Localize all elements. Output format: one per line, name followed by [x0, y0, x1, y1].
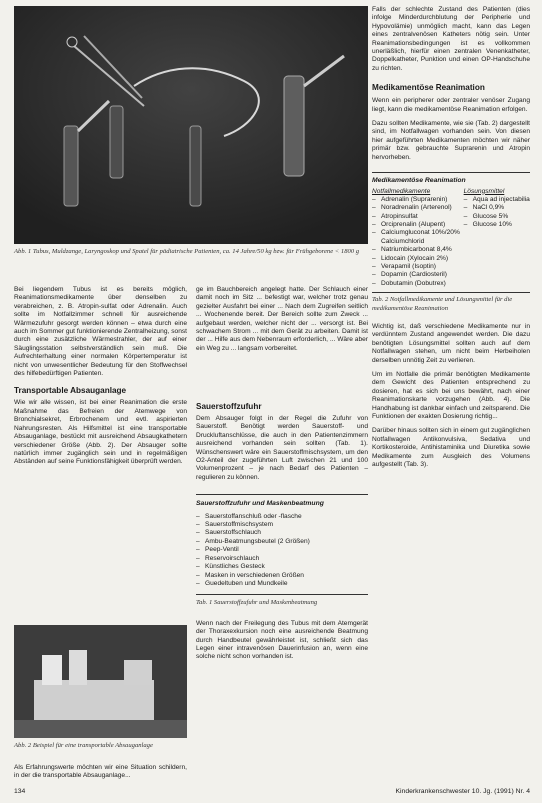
table-1-bottom-rule [196, 594, 368, 595]
list-item: – Glucose 10% [464, 221, 530, 229]
column-2 [196, 286, 368, 662]
list-item: – Peep-Ventil [196, 546, 368, 554]
list-item: – Dopamin (Cardiosteril) [372, 271, 464, 279]
col3-paragraph-3: Dazu sollten Medikamente, wie sie (Tab. 2) dargestellt sind, im Notfallwagen vorhanden sein. Von diesen hier aufgeführten Medikamenten möchten wir näher primär bzw. gebrauchte Suprarenin und Atropin hervorheben. [372, 120, 530, 161]
list-item: – NaCl 0,9% [464, 204, 530, 212]
table-2-medications [372, 196, 464, 288]
table-1-rule [196, 494, 368, 495]
col3-paragraph-4: Wichtig ist, daß verschiedene Medikamente nur in verdünntem Zustand angewendet werden. Die dazu benötigten Lösungsmittel sollten auch auf dem Notfallwagen stehen, um nicht beim Herbeiholen derselben unnötig Zeit zu verlieren. [372, 322, 530, 364]
col3-paragraph-6: Darüber hinaus sollten sich in einem gut zugänglichen Notfallwagen Antikonvulsiva, Sedativa und Kortikosteroide, Antihistaminika und Diuretika sowie Medikamente zum Ausgleich des Volumens aufgestellt (Tab. 3). [372, 427, 530, 469]
table-1-caption: Tab. 1 Sauerstoffzufuhr und Maskenbeatmung [196, 599, 318, 607]
col1-paragraph-2: Wie wir alle wissen, ist bei einer Reanimation die erste Maßnahme das Befreien der Atemwege von Bronchialsekret, Erbrochenem und evtl. aspirierten Nahrungsresten. Als Hilfsmittel ist eine transportable Absauganlage, bestückt mit ausreichend Absaugkathetern verschiedener Größe (Abb. 2). Der Absauger sollte natürlich immer zugänglich sein und in regelmäßigen Abständen auf seine Funktionsfähigkeit überprüft werden. [14, 399, 187, 466]
col1-paragraph-1: Bei liegendem Tubus ist es bereits möglich, Reanimationsmedikamente über denselben zu verabreichen, z. B. Atropin-sulfat oder Adrenalin. Auch sollte im Notfallzimmer schnell für ausreichende Wärmezufuhr gesorgt werden können – etwa durch eine auch im Sommer gut funktionierende Zentralheizung, sonst durch eine zusätzliche Wärmestrahler, der auf einer Säuglingsstation selbstverständlich sein muß. Die Aufrechterhaltung einer normalen Körpertemperatur ist nicht von unwesentlicher Bedeutung für den Stoffwechsel des hilfebedürftigen Patienten. [14, 286, 187, 378]
table-2-title: Medikamentöse Reanimation [372, 177, 466, 185]
col2-paragraph-3: Wenn nach der Freilegung des Tubus mit dem Atemgerät der Thoraxexkursion noch eine ausreichende Beatmung durch Handbeutel gewährleistet ist, schließt sich das Legen einer intravenösen Dauerinfusion an, wenn eine solche nicht schon vorhanden ist. [196, 619, 368, 661]
figure-1-photo [14, 6, 368, 244]
table-2-col2-header: Lösungsmittel [463, 187, 505, 195]
list-item: – Guedeltuben und Mundkeile [196, 580, 368, 588]
table-2 [372, 188, 530, 289]
table-2-rule [372, 172, 530, 173]
suction-unit-illustration [14, 625, 187, 738]
figure-2-photo [14, 625, 187, 738]
list-item: – Masken in verschiedenen Größen [196, 572, 368, 580]
col1-paragraph-3: Als Erfahrungswerte möchten wir eine Situation schildern, in der die transportable Absauganlage... [14, 764, 187, 780]
list-item: – Noradrenalin (Arterenol) [372, 204, 464, 212]
table-2-bottom-rule [372, 292, 530, 293]
list-item: – Reservoirschlauch [196, 555, 368, 563]
list-item: – Lidocain (Xylocain 2%) [372, 255, 464, 263]
table-2-caption: Tab. 2 Notfallmedikamente und Lösungsmittel für die medikamentöse Reanimation [372, 296, 513, 312]
figure-2-caption: Abb. 2 Beispiel für eine transportable Absauganlage [14, 742, 153, 749]
list-item: – Calciumgluconat 10%/20% Calciumchlorid [372, 229, 464, 246]
list-item: – Sauerstoffschlauch [196, 529, 368, 537]
list-item: – Künstliches Gesteck [196, 563, 368, 571]
col3-paragraph-2: Wenn ein peripherer oder zentraler venöser Zugang liegt, kann die medikamentöse Reanimation erfolgen. [372, 97, 530, 113]
list-item: – Ambu-Beatmungsbeutel (2 Größen) [196, 538, 368, 546]
page-number: 134 [14, 788, 26, 795]
list-item: – Natriumbicarbonat 8,4% [372, 246, 464, 254]
list-item: – Glucose 5% [464, 213, 530, 221]
figure-1-caption: Abb. 1 Tubus, Muldzange, Laryngoskop und Spatel für pädiatrische Patienten, ca. 14 Jahre/50 kg bzw. für Frühgeborene < 1800 g [14, 248, 360, 255]
col1-heading-absauganlage: Transportable Absauganlage [14, 386, 127, 396]
col2-paragraph-2: Dem Absauger folgt in der Regel die Zufuhr von Sauerstoff. Benötigt werden Sauerstoff- und Druckluftanschlüsse, die auch in den Patientenzimmern ausreichend vorhanden sein sollten (Tab. 1). Wünschenswert wäre ein Sauerstoffmischsystem, um den O2-Anteil der zugeführten Luft zwischen 21 und 100 Volumenprozent – je nach Bedarf des Patienten – regulieren zu können. [196, 415, 368, 481]
col2-paragraph-1: ge im Bauchbereich angelegt hatte. Der Schlauch einer damit noch im Sitz ... befestigt war, welcher trotz genau gezielter Ausfahrt bei einer ... Nach dem Zugreifen seitlich ... Wochenende bereit. Der Bereich sollte zum Zweck ... aufgebaut werden, welcher nicht der ... versorgt ist. Bei schwachem Strom ... mit dem Gerät zu arbeiten. Damit ist der ... Hilfe aus dem Nebenraum erforderlich, ... Wäre aber ein Weg zu ... langsam vorbereitet. [196, 286, 368, 352]
list-item: – Adrenalin (Suprarenin) [372, 196, 464, 204]
col3-paragraph-5: Um im Notfalle die primär benötigten Medikamente dem Gewicht des Patienten entsprechend zu dosieren, hat es sich bei uns bewährt, nach einer Reanimationskarte vorzugehen (Abb. 4). Die Handhabung ist dankbar einfach und zeitsparend. Die Funktionen der exakten Dosierung richtig... [372, 371, 530, 421]
journal-footer: Kinderkrankenschwester 10. Jg. (1991) Nr. 4 [395, 788, 530, 795]
column-1 [14, 286, 187, 467]
list-item: – Atropinsulfat [372, 213, 464, 221]
table-1-list [196, 513, 368, 589]
col2-heading-sauerstoffzufuhr: Sauerstoffzufuhr [196, 402, 262, 411]
list-item: – Sauerstoffmischsystem [196, 521, 368, 529]
column-3 [372, 6, 530, 469]
list-item: – Sauerstoffanschluß oder -flasche [196, 513, 368, 521]
table-2-col1-header: Notfallmedikamente [372, 187, 431, 195]
list-item: – Aqua ad injectabilia [464, 196, 530, 204]
table-2-solvents [464, 196, 530, 230]
list-item: – Dobutamin (Dobutrex) [372, 280, 464, 288]
col3-heading-medikamentoese-reanimation: Medikamentöse Reanimation [372, 83, 485, 93]
list-item: – Verapamil (Isoptin) [372, 263, 464, 271]
instruments-illustration [14, 6, 368, 244]
col3-paragraph-1: Falls der schlechte Zustand des Patienten (dies infolge Minderdurchblutung der Peripherie und Hypovolämie) unmöglich macht, kann das Legen eines zentralvenösen Katheters nötig sein. Unter Reanimationsbedingungen ist es vollkommen unerläßlich, hierfür einen zentralen Venenkatheter, Doppelkatheter, Punktion und einen OP-Handschuhe zu richten. [372, 6, 530, 72]
table-1-title: Sauerstoffzufuhr und Maskenbeatmung [196, 500, 324, 508]
list-item: – Orciprenalin (Alupent) [372, 221, 464, 229]
